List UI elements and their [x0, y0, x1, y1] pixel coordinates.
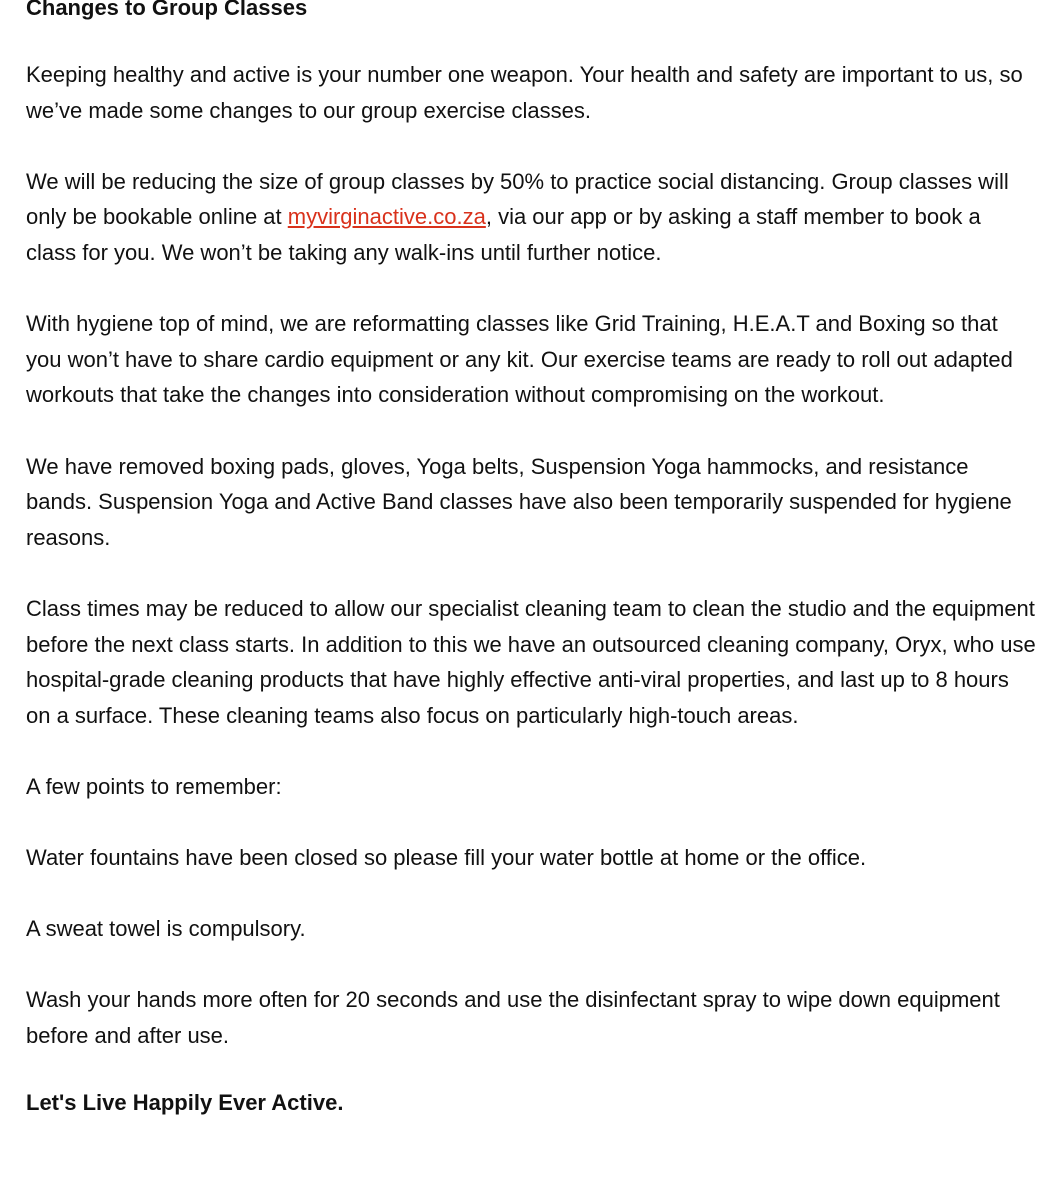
point-wash-hands: Wash your hands more often for 20 seconds and use the disinfectant spray to wipe down equipment before and after use.	[26, 987, 1000, 1049]
booking-text-before: We will be reducing the size of group classes by 50% to practice social distancing. Group classes will only be bookable online at	[26, 168, 1009, 230]
email-body	[26, 0, 1036, 1118]
signoff: Let's Live Happily Ever Active.	[26, 1089, 344, 1115]
cleaning-paragraph: Class times may be reduced to allow our specialist cleaning team to clean the studio and the equipment before the next class starts. In addition to this we have an outsourced cleaning company, Oryx, who use hospital-grade cleaning products that have highly effective anti-viral properties, and last up to 8 hours on a surface. These cleaning teams also focus on particularly high-touch areas.	[26, 595, 1036, 728]
points-intro: A few points to remember:	[26, 773, 282, 799]
hygiene-paragraph: With hygiene top of mind, we are reformatting classes like Grid Training, H.E.A.T and Boxing so that you won’t have to share cardio equipment or any kit. Our exercise teams are ready to roll out adapted workouts that take the changes into consideration without compromising on the workout.	[26, 311, 1013, 408]
point-sweat-towel: A sweat towel is compulsory.	[26, 916, 306, 942]
booking-paragraph	[26, 164, 1036, 271]
section-heading: Changes to Group Classes	[26, 0, 308, 20]
equipment-paragraph: We have removed boxing pads, gloves, Yoga belts, Suspension Yoga hammocks, and resistance bands. Suspension Yoga and Active Band classes have also been temporarily suspended for hygiene reasons.	[26, 453, 1012, 550]
point-water-fountains: Water fountains have been closed so please fill your water bottle at home or the office.	[26, 845, 867, 871]
intro-paragraph: Keeping healthy and active is your number one weapon. Your health and safety are important to us, so we’ve made some changes to our group exercise classes.	[26, 62, 1023, 123]
booking-text-after: , via our app or by asking a staff member to book a class for you. We won’t be taking any walk-ins until further notice.	[26, 204, 981, 265]
website-link[interactable]: myvirginactive.co.za	[287, 204, 486, 230]
